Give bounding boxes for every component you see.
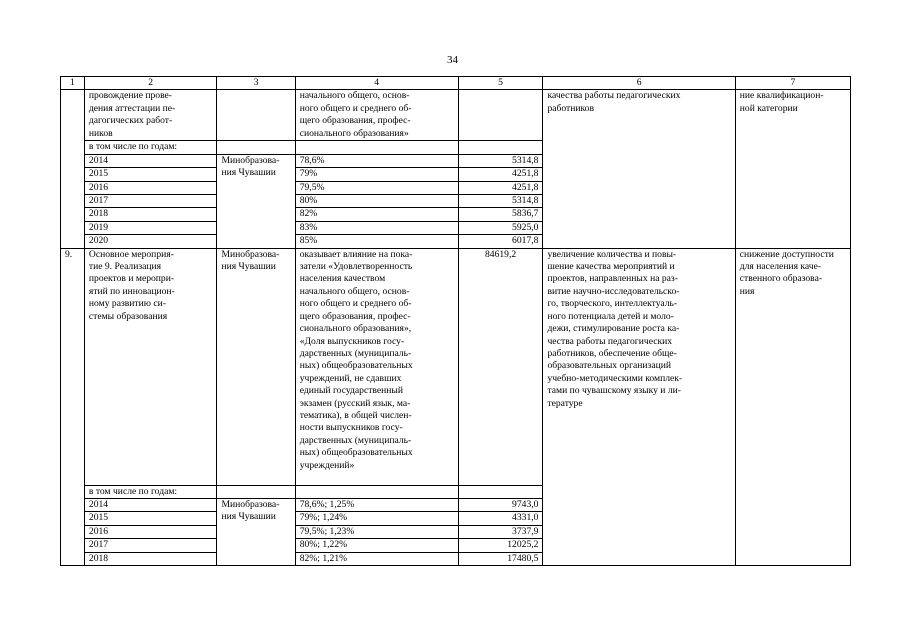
amount-value: 4251,8 (458, 168, 543, 181)
amount-value: 5925,0 (458, 221, 543, 234)
program-table-wrapper (60, 76, 851, 566)
amount-value: 5836,7 (458, 208, 543, 221)
year-cell: 2016 (84, 525, 217, 538)
amount-value: 6017,8 (458, 235, 543, 248)
column-number-row (61, 77, 851, 90)
years-responsible: Минобразова- ния Чувашии (217, 499, 295, 566)
year-cell: 2017 (84, 195, 217, 208)
activity-9-indicator-text: оказывает влияние на пока- затели «Удовлетворенность населения качеством начального общего, основ- ного общего и среднего об- щего образования, профес- сионального образования», «Доля выпускников госу- дарственных (муниципаль- ных) общеобразовательных учреждений, не сдавших единый государственный экзамен (русский язык, ма- тематика), в общей числен- ности выпускников госу- дарственных (муниципаль- ных) общеобразовательных учреждений» (295, 248, 458, 485)
activity-9-result-text: увеличение количества и повы- шение качества мероприятий и проектов, направленных на раз- витие научно-исследовательско- го, творческого, интеллектуаль- ного потенциала детей и моло- дежи, стимулирование роста ка- чества работы педагогических работников, обеспечение обще- образовательных организаций учебно-методическими комплек- тами по чувашскому языку и ли- тературе (543, 248, 735, 565)
indicator-value: 82% (295, 208, 458, 221)
indicator-value: 79% (295, 168, 458, 181)
amount-value: 4251,8 (458, 181, 543, 194)
year-cell: 2018 (84, 208, 217, 221)
year-subheading: в том числе по годам: (84, 141, 217, 154)
activity-9-row (61, 248, 851, 485)
continued-indicator-text: начального общего, основ- ного общего и среднего об- щего образования, профес- сионального образования» (295, 90, 458, 141)
continued-activity-name: провождение прове- дения аттестации пе- дагогических работ- ников (84, 90, 217, 141)
year-subheading: в том числе по годам: (84, 485, 217, 498)
responsible-cell (217, 141, 295, 154)
indicator-cell (295, 485, 458, 498)
activity-9-consequence-text: снижение доступности для населения каче- ственного образова- ния (735, 248, 850, 565)
amount-value: 5314,8 (458, 195, 543, 208)
year-cell: 2014 (84, 154, 217, 167)
column-number: 3 (217, 77, 295, 90)
indicator-value: 82%; 1,21% (295, 552, 458, 565)
indicator-value: 78,6% (295, 154, 458, 167)
indicator-value: 80%; 1,22% (295, 539, 458, 552)
indicator-cell (295, 141, 458, 154)
continued-amount-cell (458, 90, 543, 141)
activity-9-responsible: Минобразова- ния Чувашии (217, 248, 295, 485)
activity-9-name: Основное мероприя- тие 9. Реализация проектов и меропри- ятий по инновацион- ному развитию си- стемы образования (84, 248, 217, 485)
year-cell: 2015 (84, 168, 217, 181)
indicator-value: 83% (295, 221, 458, 234)
program-table (60, 76, 851, 566)
amount-value: 12025,2 (458, 539, 543, 552)
activity-9-amount: 84619,2 (458, 248, 543, 485)
year-cell: 2019 (84, 221, 217, 234)
continued-result-text: качества работы педагогических работников (543, 90, 735, 248)
indicator-value: 79,5% (295, 181, 458, 194)
continued-consequence-text: ние квалификацион- ной категории (735, 90, 850, 248)
amount-value: 4331,0 (458, 512, 543, 525)
year-cell: 2014 (84, 499, 217, 512)
amount-value: 5314,8 (458, 154, 543, 167)
indicator-value: 85% (295, 235, 458, 248)
year-cell: 2016 (84, 181, 217, 194)
continued-activity-row (61, 90, 851, 141)
continued-responsible-cell (217, 90, 295, 141)
amount-value: 17480,5 (458, 552, 543, 565)
amount-value: 9743,0 (458, 499, 543, 512)
year-cell: 2015 (84, 512, 217, 525)
indicator-value: 79,5%; 1,23% (295, 525, 458, 538)
column-number: 2 (84, 77, 217, 90)
indicator-value: 79%; 1,24% (295, 512, 458, 525)
amount-cell (458, 141, 543, 154)
column-number: 4 (295, 77, 458, 90)
year-cell: 2018 (84, 552, 217, 565)
column-number: 6 (543, 77, 735, 90)
year-cell: 2020 (84, 235, 217, 248)
amount-cell (458, 485, 543, 498)
years-responsible: Минобразова- ния Чувашии (217, 154, 295, 248)
column-number: 1 (61, 77, 85, 90)
column-number: 5 (458, 77, 543, 90)
row-number-cell (61, 90, 85, 248)
year-cell: 2017 (84, 539, 217, 552)
amount-value: 3737,9 (458, 525, 543, 538)
column-number: 7 (735, 77, 850, 90)
page-number: 34 (447, 54, 458, 66)
responsible-cell (217, 485, 295, 498)
indicator-value: 80% (295, 195, 458, 208)
row-number: 9. (61, 248, 85, 565)
indicator-value: 78,6%; 1,25% (295, 499, 458, 512)
